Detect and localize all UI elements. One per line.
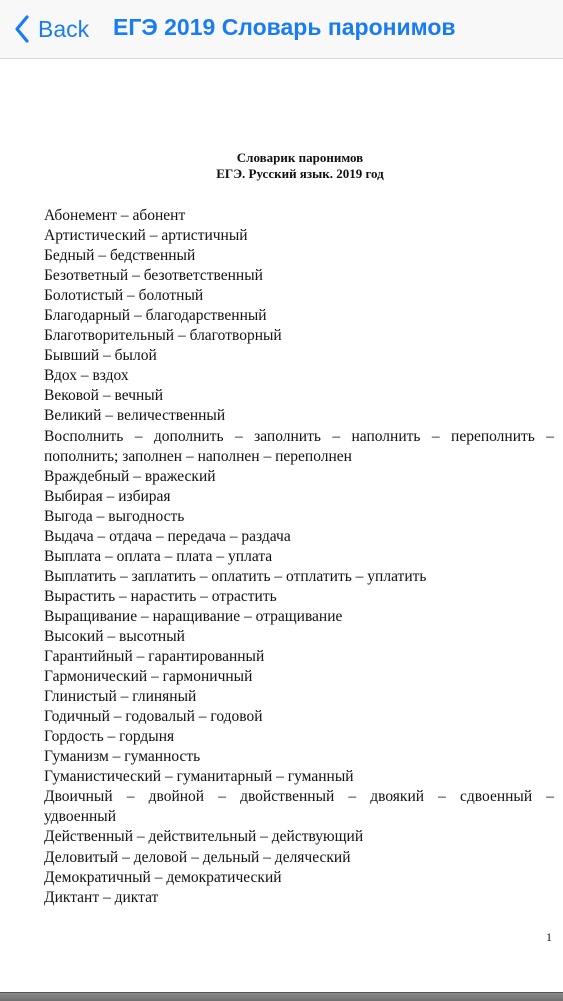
list-item: Выплата – оплата – плата – уплата [44, 547, 273, 565]
list-item: Гуманистический – гуманитарный – гуманный [44, 768, 354, 786]
list-item: Высокий – высотный [44, 627, 185, 645]
list-item: Действенный – действительный – действующий [44, 828, 364, 846]
list-item: Бывший – былой [44, 347, 157, 365]
list-item: Враждебный – вражеский [44, 467, 216, 485]
navigation-bar [0, 0, 563, 59]
page-title: ЕГЭ 2019 Словарь паронимов [113, 14, 456, 40]
document-heading [0, 150, 563, 182]
list-item: Восполнить – дополнить – заполнить – наполнить – переполнить – [44, 427, 554, 445]
chevron-left-icon [14, 15, 30, 43]
list-item: Демократичный – демократический [44, 868, 282, 886]
document-heading-line-2: ЕГЭ. Русский язык. 2019 год [216, 166, 384, 181]
list-item: Глинистый – глиняный [44, 688, 197, 706]
list-item: Безответный – безответственный [44, 267, 263, 285]
list-item: пополнить; заполнен – наполнен – переполнен [44, 447, 352, 465]
list-item: Гуманизм – гуманность [44, 748, 201, 766]
list-item: Выращивание – наращивание – отращивание [44, 607, 343, 625]
list-item: Выдача – отдача – передача – раздача [44, 527, 291, 545]
list-item: Диктант – диктат [44, 888, 159, 906]
list-item: Гарантийный – гарантированный [44, 648, 265, 666]
list-item: Годичный – годовалый – годовой [44, 708, 263, 726]
list-item: Выгода – выгодность [44, 507, 185, 525]
document-page[interactable] [0, 60, 563, 992]
list-item: Благотворительный – благотворный [44, 327, 282, 345]
list-item: Двоичный – двойной – двойственный – двоякий – сдвоенный – [44, 788, 554, 806]
list-item: Вырастить – нарастить – отрастить [44, 587, 277, 605]
list-item: Бедный – бедственный [44, 247, 196, 265]
page-number: 1 [546, 930, 552, 944]
list-item: Выбирая – избирая [44, 487, 171, 505]
list-item: Гордость – гордыня [44, 728, 175, 746]
list-item: Артистический – артистичный [44, 227, 248, 245]
back-button[interactable] [14, 12, 89, 46]
list-item: Выплатить – заплатить – оплатить – отплатить – уплатить [44, 567, 427, 585]
list-item: Болотистый – болотный [44, 287, 204, 305]
list-item: удвоенный [44, 808, 116, 826]
list-item: Великий – величественный [44, 407, 226, 425]
list-item: Деловитый – деловой – дельный – деляческий [44, 848, 351, 866]
back-label: Back [38, 15, 90, 42]
list-item: Гармонический – гармоничный [44, 668, 253, 686]
list-item: Вдох – вздох [44, 367, 129, 385]
paronym-list [44, 206, 554, 908]
list-item: Благодарный – благодарственный [44, 307, 267, 325]
list-item: Абонемент – абонент [44, 207, 186, 224]
list-item: Вековой – вечный [44, 387, 163, 405]
document-heading-line-1: Словарик паронимов [236, 150, 364, 165]
